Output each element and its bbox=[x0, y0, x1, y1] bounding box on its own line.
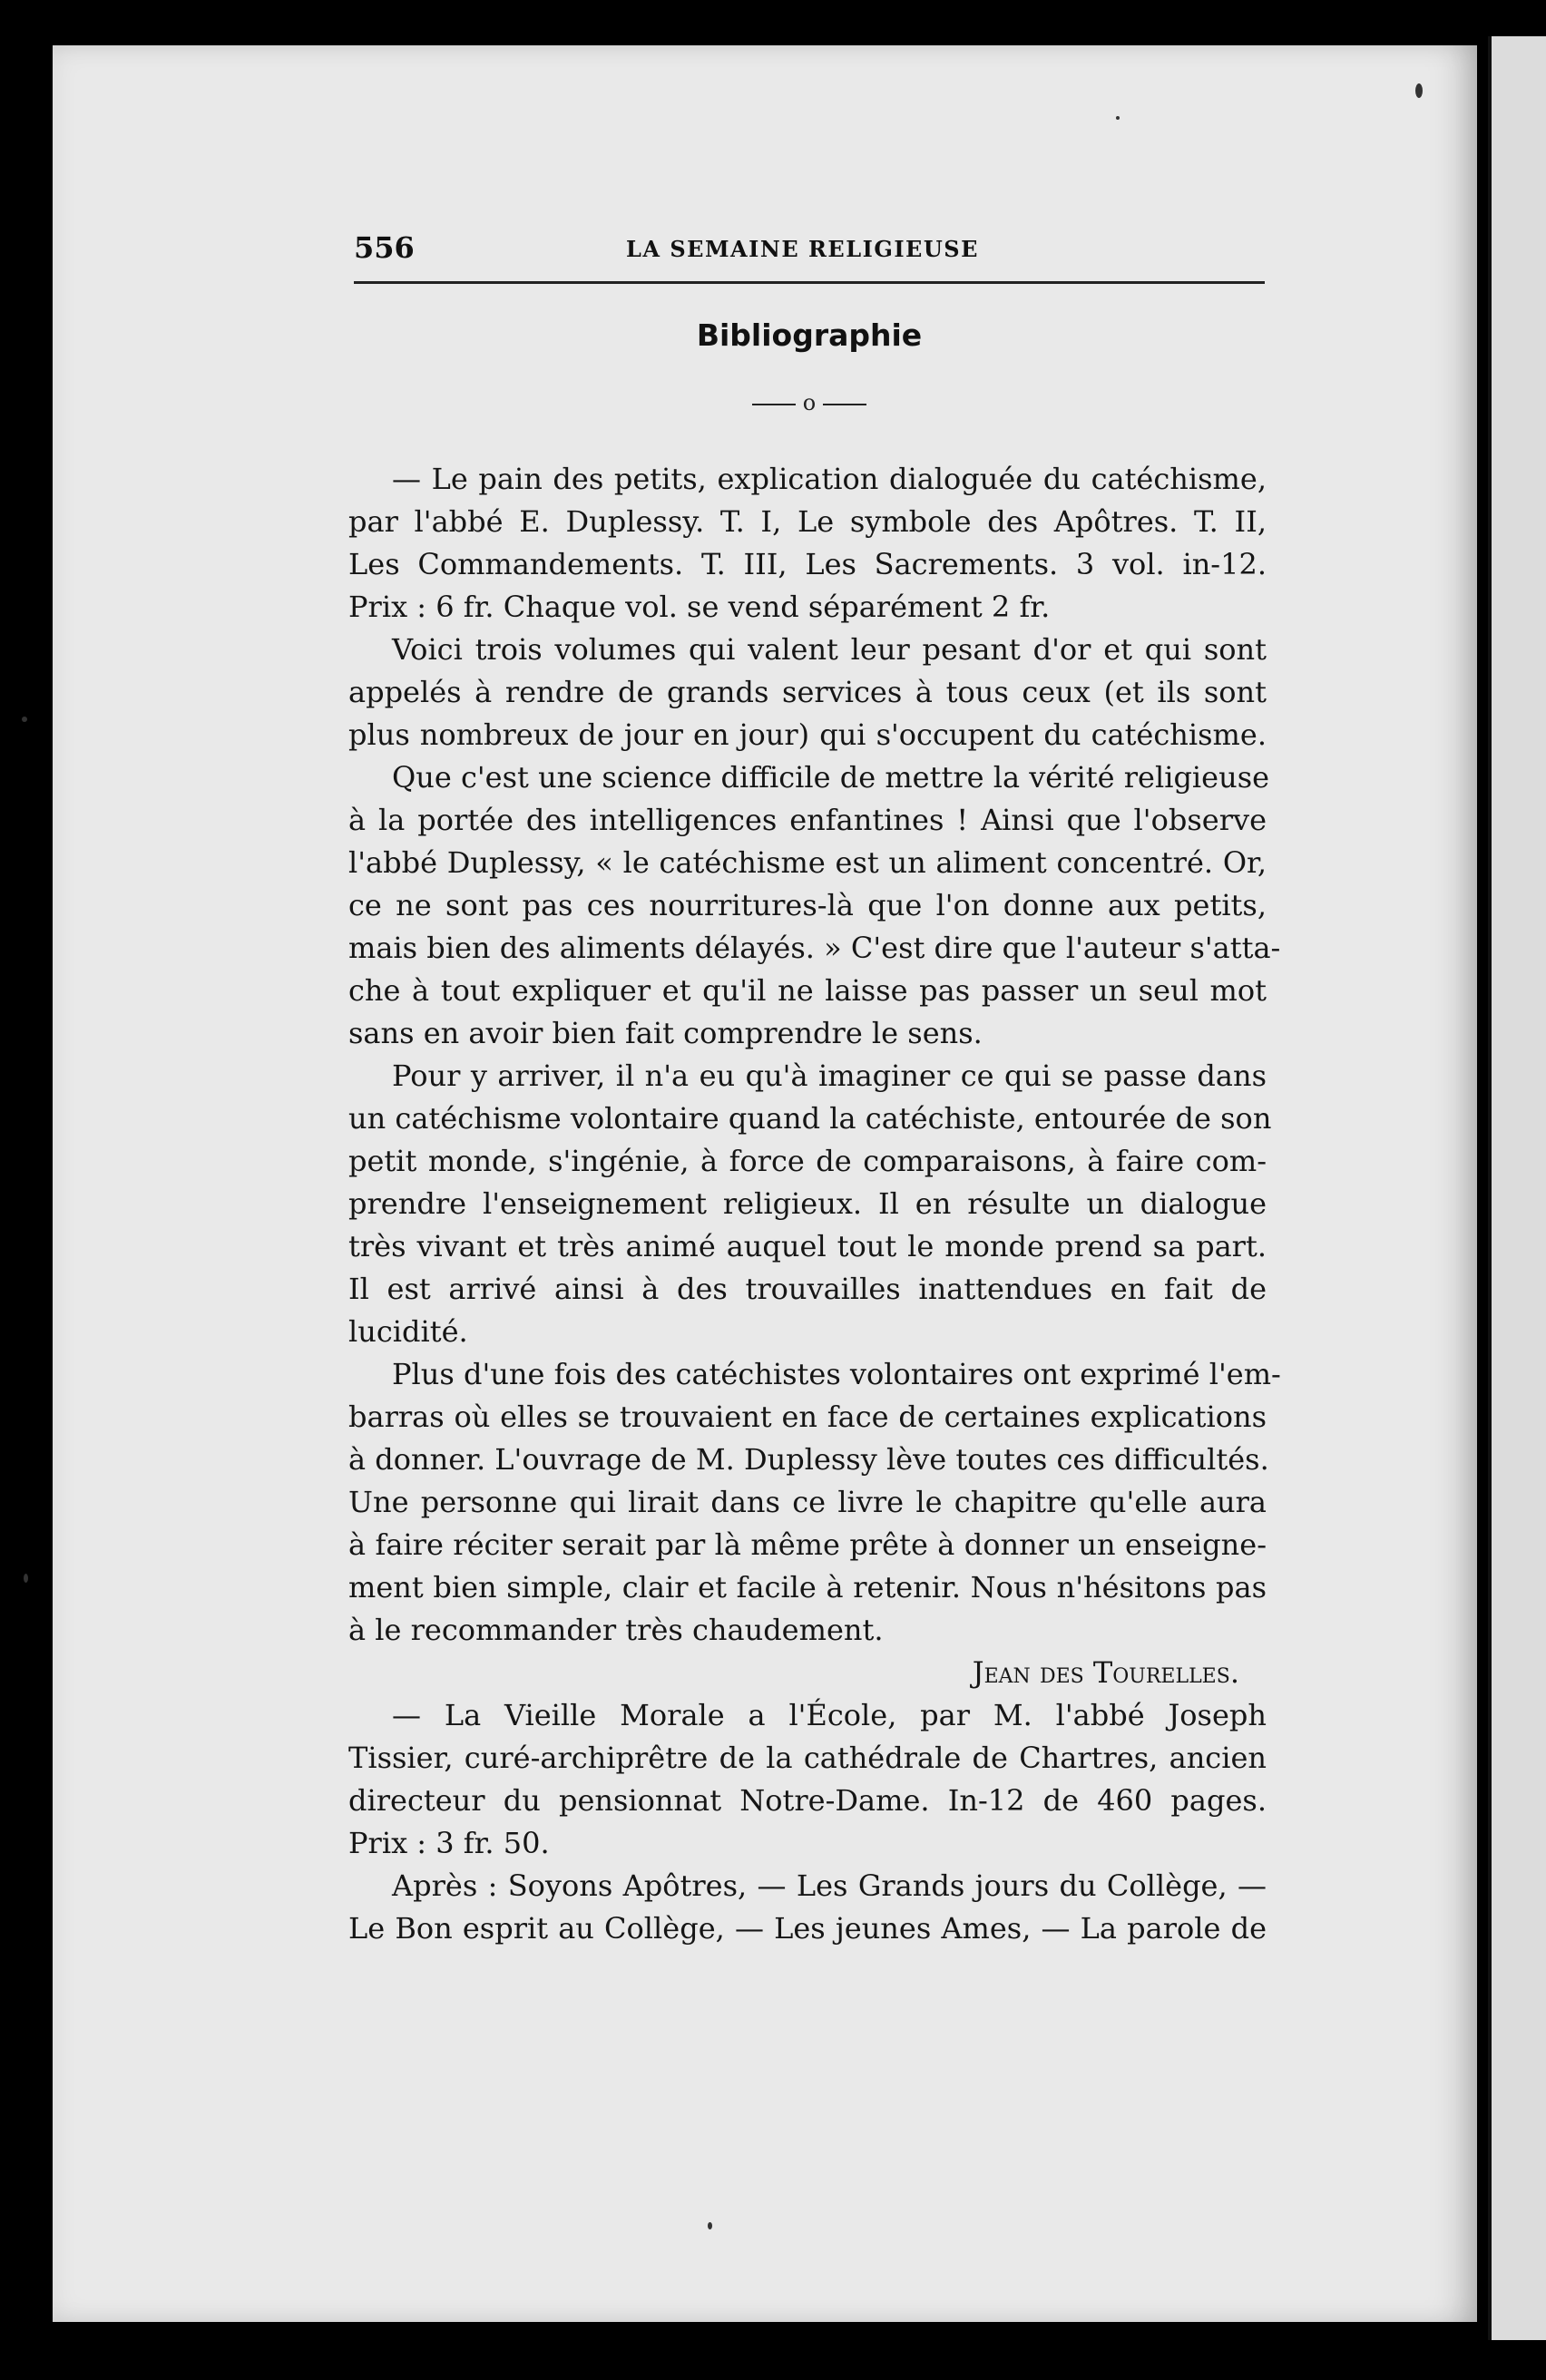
text-line: Prix : 3 fr. 50. bbox=[348, 1826, 550, 1860]
text-line: Après : Soyons Apôtres, — Les Grands jours du Collège, — bbox=[392, 1868, 1267, 1903]
text-line: très vivant et très animé auquel tout le monde prend sa part. bbox=[348, 1229, 1267, 1263]
text-line: mais bien des aliments délayés. » C'est dire que l'auteur s'atta- bbox=[348, 931, 1281, 965]
section-title: Bibliographie bbox=[696, 317, 923, 353]
text-line: petit monde, s'ingénie, à force de comparaisons, à faire com- bbox=[348, 1144, 1267, 1178]
text-line: plus nombreux de jour en jour) qui s'occupent du catéchisme. bbox=[348, 717, 1267, 752]
header-rule bbox=[354, 281, 1265, 284]
text-line: prendre l'enseignement religieux. Il en résulte un dialogue bbox=[348, 1186, 1267, 1221]
text-line: che à tout expliquer et qu'il ne laisse pas passer un seul mot bbox=[348, 973, 1267, 1008]
text-line: l'abbé Duplessy, « le catéchisme est un aliment concentré. Or, bbox=[348, 845, 1267, 880]
text-line: ce ne sont pas ces nourritures-là que l'on donne aux petits, bbox=[348, 888, 1267, 922]
text-line: directeur du pensionnat Notre-Dame. In-12 de 460 pages. bbox=[348, 1783, 1267, 1818]
text-line: par l'abbé E. Duplessy. T. I, Le symbole des Apôtres. T. II, bbox=[348, 504, 1267, 539]
text-line: Il est arrivé ainsi à des trouvailles inattendues en fait de bbox=[348, 1272, 1267, 1306]
text-line: Que c'est une science difficile de mettre la vérité religieuse bbox=[392, 760, 1270, 795]
article-body bbox=[348, 458, 1281, 1950]
text-line: Prix : 6 fr. Chaque vol. se vend séparément 2 fr. bbox=[348, 590, 1051, 624]
text-line: Tissier, curé-archiprêtre de la cathédrale de Chartres, ancien bbox=[348, 1741, 1267, 1775]
text-line: Pour y arriver, il n'a eu qu'à imaginer ce qui se passe dans bbox=[392, 1058, 1267, 1093]
ornament-glyph: o bbox=[802, 390, 817, 415]
text-line: ment bien simple, clair et facile à retenir. Nous n'hésitons pas bbox=[348, 1570, 1267, 1605]
text-line: lucidité. bbox=[348, 1314, 468, 1349]
page-header bbox=[354, 230, 1265, 272]
text-line: Plus d'une fois des catéchistes volontaires ont exprimé l'em- bbox=[392, 1357, 1281, 1391]
text-line: Voici trois volumes qui valent leur pesant d'or et qui sont bbox=[392, 632, 1267, 667]
page-number: 556 bbox=[354, 230, 415, 265]
running-title: LA SEMAINE RELIGIEUSE bbox=[626, 236, 979, 262]
text-line: un catéchisme volontaire quand la catéchiste, entourée de son bbox=[348, 1101, 1272, 1136]
text-line: à donner. L'ouvrage de M. Duplessy lève toutes ces difficultés. bbox=[348, 1442, 1269, 1477]
text-line: — La Vieille Morale a l'École, par M. l'abbé Joseph bbox=[392, 1698, 1267, 1732]
text-line: barras où elles se trouvaient en face de certaines explications bbox=[348, 1400, 1267, 1434]
review-signature: Jean des Tourelles. bbox=[972, 1655, 1239, 1690]
text-line: Le Bon esprit au Collège, — Les jeunes Ames, — La parole de bbox=[348, 1911, 1267, 1946]
text-line: à le recommander très chaudement. bbox=[348, 1613, 884, 1647]
adjacent-page-edge bbox=[1488, 36, 1546, 2340]
title-ornament bbox=[354, 390, 1265, 415]
text-line: à la portée des intelligences enfantines ! Ainsi que l'observe bbox=[348, 803, 1267, 837]
text-line: appelés à rendre de grands services à tous ceux (et ils sont bbox=[348, 675, 1267, 709]
text-line: sans en avoir bien fait comprendre le sens. bbox=[348, 1016, 983, 1050]
text-line: — Le pain des petits, explication dialoguée du catéchisme, bbox=[392, 462, 1267, 496]
text-line: Une personne qui lirait dans ce livre le chapitre qu'elle aura bbox=[348, 1485, 1267, 1519]
text-line: Les Commandements. T. III, Les Sacrements. 3 vol. in-12. bbox=[348, 547, 1267, 581]
text-line: à faire réciter serait par là même prête à donner un enseigne- bbox=[348, 1527, 1267, 1562]
